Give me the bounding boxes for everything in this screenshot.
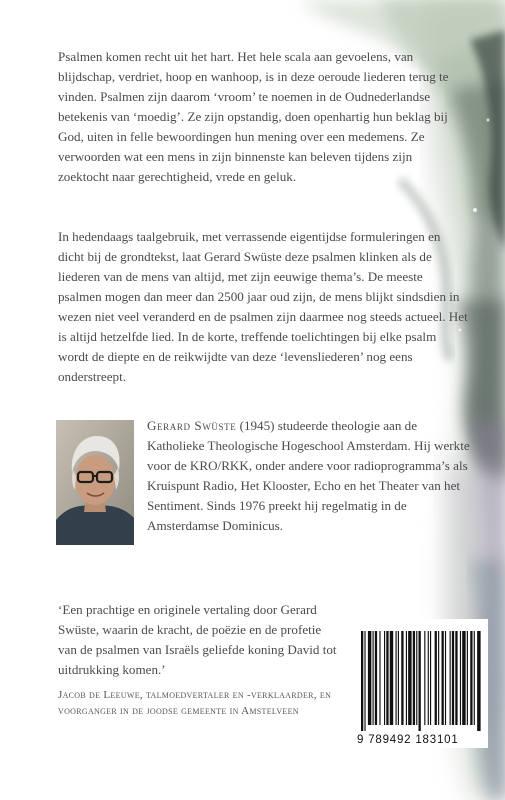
barcode-bar (408, 631, 411, 725)
isbn-number: 9 789492 183101 (357, 734, 459, 746)
barcode-bar (416, 631, 417, 725)
author-bio-text: (1945) studeerde theologie aan de Katholieke Theologische Hogeschool Amsterdam. Hij werkte voor de KRO/RKK, onder andere voor radioprogramma’s als Kruispunt Radio, Het Klooster, Echo en het Theater van het Sentiment. Sinds 1976 preekt hij regelmatig in de Amsterdamse Dominicus. (147, 418, 470, 533)
barcode-bar (386, 631, 388, 725)
barcode-bar (419, 631, 421, 731)
barcode-bar (375, 631, 377, 725)
isbn-barcode (351, 619, 488, 748)
barcode-bar (442, 631, 444, 725)
barcode-bar (435, 631, 437, 725)
barcode-bar (474, 631, 475, 725)
barcode-bar (460, 631, 461, 725)
barcode-bar (445, 631, 446, 725)
review-quote: ‘Een prachtige en originele vertaling door Gerard Swüste, waarin de kracht, de poëzie en de profetie van de psalmen van Israëls geliefde koning David tot uitdrukking komen.’ (58, 602, 337, 677)
barcode-bar (373, 631, 374, 725)
author-name: Gerard Swüste (147, 418, 237, 433)
barcode-bar (413, 631, 415, 725)
barcode-bar (455, 631, 457, 725)
barcode-bar (450, 631, 451, 725)
barcode-bar (406, 631, 407, 725)
barcode-bar (430, 631, 431, 725)
barcode-bar (398, 631, 399, 725)
barcode-bar (470, 631, 472, 725)
barcode-bar (379, 631, 380, 725)
barcode-bar (428, 631, 429, 725)
barcode-bar (361, 631, 363, 731)
barcode-bar (477, 631, 480, 731)
barcode-bars (351, 619, 488, 734)
author-bio (147, 416, 472, 536)
barcode-bar (467, 631, 468, 725)
quote-attribution: Jacob de Leeuwe, talmoedvertaler en -verklaarder, en voorganger in de joodse gemeente in Amstelveen (58, 689, 332, 717)
barcode-bar (390, 631, 393, 725)
description-paragraph-2: In hedendaags taalgebruik, met verrassende eigentijdse formuleringen en dicht bij de grondtekst, laat Gerard Swüste deze psalmen klinken als de liederen van de mens van altijd, met zijn eeuwige thema’s. De meeste psalmen mogen dan meer dan 2500 jaar oud zijn, de mens blijkt sindsdien in wezen niet veel veranderd en de psalmen zijn daarmee nog steeds actueel. Het is altijd hetzelfde lied. In de korte, treffende toelichtingen bij elke psalm wordt de diepte en de reikwijdte van deze ‘levensliederen’ nog eens onderstreept. (58, 229, 468, 384)
author-photo (56, 420, 134, 545)
description-paragraph-1: Psalmen komen recht uit het hart. Het hele scala aan gevoelens, van blijdschap, verdriet, hoop en wanhoop, is in deze oeroude liederen terug te vinden. Psalmen zijn daarom ‘vroom’ te noemen in de Oudnederlandse betekenis van ‘moedig’. Ze zijn opstandig, doen openhartig hun beklag bij God, uiten in felle bewoordingen hun mening over een medemens. Ze verwoorden wat een mens in zijn binnenste kan beleven tijdens zijn zoektocht naar gerechtigheid, vrede en geluk. (58, 49, 449, 184)
barcode-bar (424, 631, 425, 725)
barcode-bar (368, 631, 371, 725)
barcode-bar (452, 631, 454, 725)
barcode-bar (384, 631, 385, 725)
barcode-bar (462, 631, 465, 725)
barcode-bar (364, 631, 365, 731)
barcode-bar (401, 631, 403, 725)
barcode-bar (396, 631, 397, 725)
barcode-bar (438, 631, 439, 725)
